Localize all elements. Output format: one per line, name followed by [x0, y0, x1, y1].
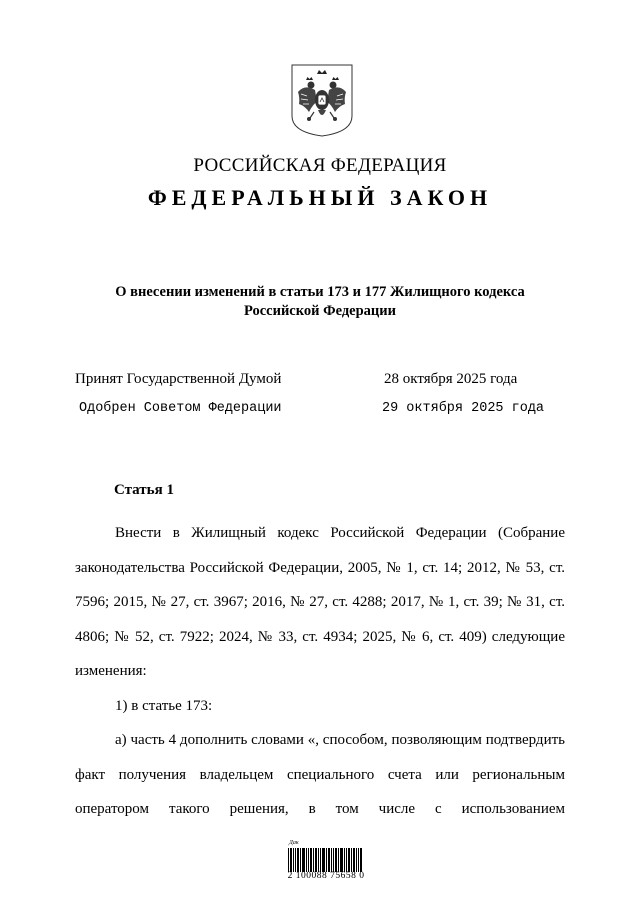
law-title — [60, 283, 580, 321]
state-emblem — [291, 64, 353, 137]
law-title-line: О внесении изменений в статьи 173 и 177 Жилищного кодекса — [115, 284, 525, 300]
barcode-number: 2 100088 75658 0 — [287, 871, 365, 881]
approved-by-council-date: 29 октября 2025 года — [382, 401, 545, 416]
barcode — [286, 840, 366, 898]
approved-by-council-label: Одобрен Советом Федерации — [79, 401, 282, 416]
article-paragraph: 1) в статье 173: — [115, 697, 213, 714]
law-title-line: Российской Федерации — [243, 303, 396, 319]
article-heading: Статья 1 — [114, 482, 174, 498]
double-headed-eagle-icon — [291, 64, 353, 137]
article-body — [75, 516, 565, 827]
barcode-mark: Дак — [289, 840, 299, 846]
adopted-by-duma-label: Принят Государственной Думой — [75, 371, 282, 387]
adopted-by-duma-date: 28 октября 2025 года — [384, 371, 518, 387]
article-paragraph: Внести в Жилищный кодекс Российской Федерации (Собрание законодательства Российской Федерации, 2005, № 1, ст. 14; 2012, № 53, ст. 7596; 2015, № 27, ст. 3967; 2016, № 27, ст. 4288; 2017, № 1, ст. 39; № 31, ст. 4806; № 52, ст. 7922; 2024, № 33, ст. 4934; 2025, № 6, ст. 409) следующие изменения: — [75, 525, 565, 679]
article-paragraph: а) часть 4 дополнить словами «, способом, позволяющим подтвердить факт получения владельцем специального счета или региональным оператором такого решения, в том числе с использованием — [75, 732, 565, 817]
country-name: РОССИЙСКАЯ ФЕДЕРАЦИЯ — [193, 155, 447, 176]
document-type: ФЕДЕРАЛЬНЫЙ ЗАКОН — [147, 185, 493, 210]
